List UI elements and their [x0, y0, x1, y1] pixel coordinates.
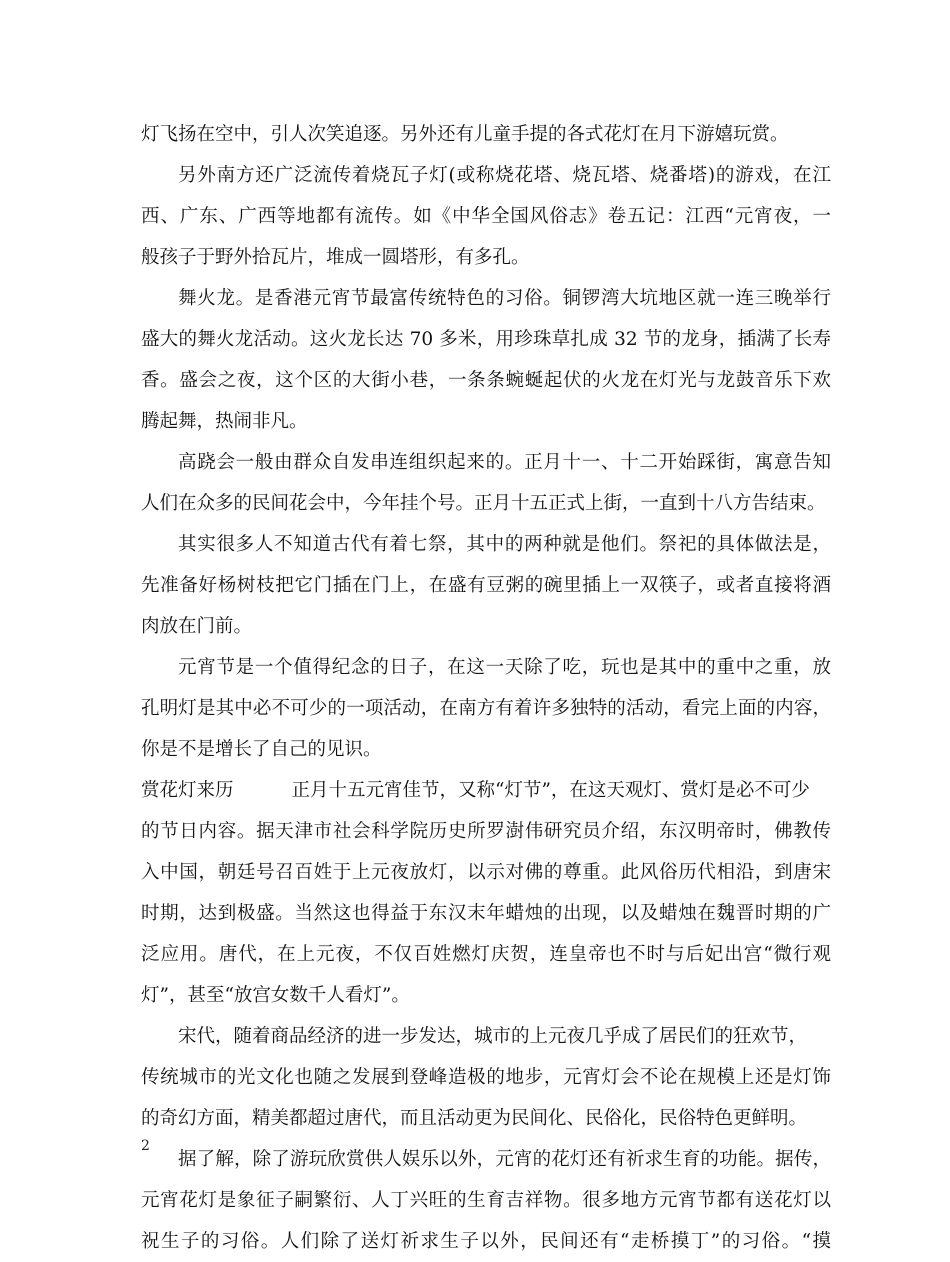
section-heading: 赏花灯来历 [141, 780, 234, 801]
text-line: 时期，达到极盛。当然这也得益于东汉末年蜡烛的出现，以及蜡烛在魏晋时期的广 [141, 903, 831, 924]
text-line: 人们在众多的民间花会中，今年挂个号。正月十五正式上街，一直到十八方告结束。 [141, 493, 826, 514]
text-line: 灯”，甚至“放宫女数千人看灯”。 [141, 985, 410, 1006]
text-line: 高跷会一般由群众自发串连组织起来的。正月十一、十二开始踩街，寓意告知 [178, 452, 831, 473]
text-line: 先准备好杨树枝把它门插在门上，在盛有豆粥的碗里插上一双筷子，或者直接将酒 [141, 575, 831, 596]
text-line: 元宵花灯是象征子嗣繁衍、人丁兴旺的生育吉祥物。很多地方元宵节都有送花灯以 [141, 1190, 831, 1211]
text-line: 盛大的舞火龙活动。这火龙长达 70 多米，用珍珠草扎成 32 节的龙身，插满了长寿 [141, 329, 831, 350]
section-heading-line [141, 770, 831, 811]
text-line: 据了解，除了游玩欣赏供人娱乐以外，元宵的花灯还有祈求生育的功能。据传， [178, 1149, 831, 1170]
text-line: 舞火龙。是香港元宵节最富传统特色的习俗。铜锣湾大坑地区就一连三晚举行 [178, 288, 831, 309]
text-line: 入中国，朝廷号召百姓于上元夜放灯，以示对佛的尊重。此风俗历代相沿，到唐宋 [141, 862, 831, 883]
text-line: 的节日内容。据天津市社会科学院历史所罗澍伟研究员介绍，东汉明帝时，佛教传 [141, 821, 831, 842]
text-line: 其实很多人不知道古代有着七祭，其中的两种就是他们。祭祀的具体做法是， [178, 534, 831, 555]
text-line: 祝生子的习俗。人们除了送灯祈求生子以外，民间还有“走桥摸丁”的习俗。“摸 [141, 1231, 831, 1252]
text-line: 孔明灯是其中必不可少的一项活动，在南方有着许多独特的活动，看完上面的内容， [141, 698, 831, 719]
text-line: 你是不是增长了自己的见识。 [141, 739, 382, 760]
text-line: 肉放在门前。 [141, 616, 253, 637]
page-number: 2 [141, 1138, 150, 1154]
text-line: 元宵节是一个值得纪念的日子，在这一天除了吃，玩也是其中的重中之重，放 [178, 657, 831, 678]
text-line: 宋代，随着商品经济的进一步发达，城市的上元夜几乎成了居民们的狂欢节， [178, 1026, 808, 1047]
text-line: 传统城市的光文化也随之发展到登峰造极的地步，元宵灯会不论在规模上还是灯饰 [141, 1067, 831, 1088]
text-line: 的奇幻方面，精美都超过唐代，而且活动更为民间化、民俗化，民俗特色更鲜明。 [141, 1108, 808, 1129]
text-line: 正月十五元宵佳节，又称“灯节”，在这天观灯、赏灯是必不可少 [291, 780, 810, 801]
text-line: 灯飞扬在空中，引人次笑追逐。另外还有儿童手提的各式花灯在月下游嬉玩赏。 [141, 124, 789, 145]
text-line: 另外南方还广泛流传着烧瓦子灯(或称烧花塔、烧瓦塔、烧番塔)的游戏，在江 [178, 165, 831, 186]
text-line: 般孩子于野外拾瓦片，堆成一圆塔形，有多孔。 [141, 247, 530, 268]
text-line: 泛应用。唐代，在上元夜，不仅百姓燃灯庆贺，连皇帝也不时与后妃出宫“微行观 [141, 944, 831, 965]
text-line: 西、广东、广西等地都有流传。如《中华全国风俗志》卷五记：江西“元宵夜，一 [141, 206, 831, 227]
body-text [141, 114, 831, 1262]
text-line: 香。盛会之夜，这个区的大街小巷，一条条蜿蜒起伏的火龙在灯光与龙鼓音乐下欢 [141, 370, 831, 391]
text-line: 腾起舞，热闹非凡。 [141, 411, 308, 432]
